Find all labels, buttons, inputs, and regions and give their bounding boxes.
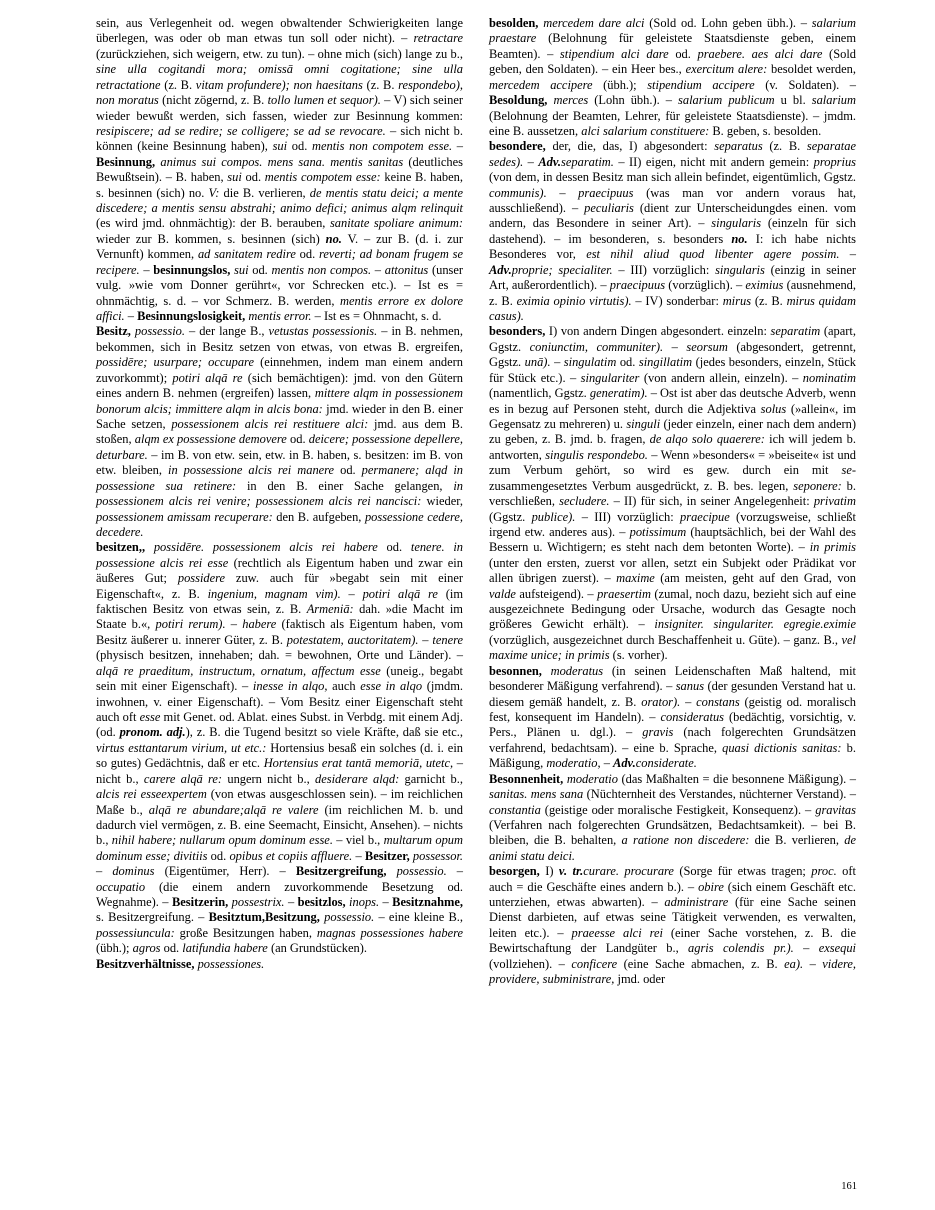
entry-besinnen-continued: sein, aus Verlegenheit od. wegen obwaltender Schwierigkeiten lange überlegen, was oder ob man etwas tun soll oder nicht). – retractare (zurückziehen, sich weigern, etw. zu tun). – ohne mich (sich) lange zu b., sine ulla cogitandi mora; omissā omni cogitatione; sine ulla retractatione (z. B. vitam profundere); non haesitans (z. B. respondebo), non moratus (nicht zögernd, z. B. tollo lumen et sequor). – V) sich seiner wieder bewußt werden, sich fassen, wieder zur Besinnung kommen: resipiscere; ad se redire; se colligere; se ad se revocare. – sich nicht b. können (keine Besinnung haben), sui od. mentis non compotem esse. – Besinnung, animus sui compos. mens sana. mentis sanitas (deutliches Bewußtsein). – B. haben, sui od. mentis compotem esse: keine B. haben, s. besinnen (sich) no. V: die B. verlieren, de mentis statu deici; a mente discedere; a mentis sensu abstrahi; animo defici; animus alqm relinquit (es wird jmd. ohnmächtig): der B. berauben, sanitate spoliare animum: wieder zur B. kommen, s. besinnen (sich) no. V. – zur B. (d. i. zur Vernunft) kommen, ad sanitatem redire od. reverti; ad bonam frugem se recipere. – besinnungslos, sui od. mentis non compos. – attonitus (unser vulg. »wie vom Donner gerührt«, vor Schrecken etc.). – Ist es = ohnmächtig, s. d. – vor Schmerz. B. werden, mentis errore ex dolore affici. – Besinnungslosigkeit, mentis error. – Ist es = Ohnmacht, s. d. xyxy=(96,16,464,324)
entry-besorgen: besorgen, I) v. tr.curare. procurare (Sorge für etwas tragen; proc. oft auch = die Geschäfte eines andern b.). – obire (sich einem Geschäft etc. unterziehen, etwas abwarten). – administrare (für eine Sache seinen Dienst darbieten, auf etwas seine Tätigkeit verwenden, es verwalten, leiten etc.). – praeesse alci rei (einer Sache vorstehen, z. B. die Bewirtschaftung der Landgüter b., agris colendis pr.). – exsequi (vollziehen). – conficere (eine Sache abmachen, z. B. ea). – videre, providere, subministrare, jmd. oder xyxy=(489,864,857,987)
page-columns xyxy=(96,16,856,1166)
right-column xyxy=(489,16,856,1166)
page-number: 161 xyxy=(841,1181,857,1192)
entry-besondere: besondere, der, die, das, I) abgesondert: separatus (z. B. separatae sedes). – Adv.separatim. – II) eigen, nicht mit andern gemein: proprius (von dem, in dessen Besitz man sich allein befindet, eigentümlich, Ggstz. communis). – praecipuus (was man vor andern voraus hat, ausschließend). – peculiaris (dient zur Unterscheidungdes einen. vom andern, das Besondere in seiner Art). – singularis (einzeln für sich dastehend). – im besonderen, s. besonders no. I: ich habe nichts Besonderes vor, est nihil aliud quod libenter agere possim. – Adv.proprie; specialiter. – III) vorzüglich: singularis (einzig in seiner Art, außerordentlich). – praecipuus (vorzüglich). – eximius (ausnehmend, z. B. eximia opinio virtutis). – IV) sonderbar: mirus (z. B. mirus quidam casus). xyxy=(489,139,857,324)
entry-besitzverhaeltnisse: Besitzverhältnisse, possessiones. xyxy=(96,956,265,971)
entry-besolden: besolden, mercedem dare alci (Sold od. Lohn geben übh.). – salarium praestare (Belohnung für geleistete Staatsdienste geben, einem Beamten). – stipendium alci dare od. praebere. aes alci dare (Sold geben, den Soldaten). – ein Heer bes., exercitum alere: besoldet werden, mercedem accipere (übh.); stipendium accipere (v. Soldaten). – Besoldung, merces (Lohn übh.). – salarium publicum u bl. salarium (Belohnung der Beamten, Lehrer, für geleistete Staatsdienste). – jmdm. eine B. aussetzen, alci salarium constituere: B. geben, s. besolden. xyxy=(489,16,857,138)
left-column xyxy=(96,16,463,1166)
entry-besonnenheit: Besonnenheit, moderatio (das Maßhalten = die besonnene Mäßigung). – sanitas. mens sana (Nüchternheit des Verstandes, nüchterner Verstand). – constantia (geistige oder moralische Festigkeit, Konsequenz). – gravitas (Verfahren nach folgerechten Grundsätzen, Bedachtsamkeit). – bei B. bleiben, die B. behalten, a ratione non discedere: die B. verlieren, de animi statu deici. xyxy=(489,771,856,863)
entry-besonders: besonders, I) von andern Dingen abgesondert. einzeln: separatim (apart, Ggstz. coniunctim, communiter). – seorsum (abgesondert, getrennt, Ggstz. unā). – singulatim od. singillatim (jedes besonders, einzeln, Stück für Stück etc.). – singulariter (von andern allein, einzeln). – nominatim (namentlich, Ggstz. generatim). – Ost ist aber das deutsche Adverb, wenn es in bezug auf Personen steht, durch die Adjektiva solus (»allein«, im Gegensatz zu mehreren) u. singuli (jeder einzeln, einer nach dem andern) zu geben, z. B. jmd. b. fragen, de alqo solo quaerere: ich will jedem b. antworten, singulis respondebo. – Wenn »besonders« = »beiseite« ist und zum Verbum gehört, so wird es gew. durch ein mit se- zusammengesetztes Verbum ausgedrückt, z. B. bes. legen, seponere: b. verschließen, secludere. – II) für sich, in seiner Angelegenheit: privatim (Ggstz. publice). – III) vorzüglich: praecipue (vorzugsweise, schließt irgend etw. anderes aus). – potissimum (hauptsächlich, bei der Wahl des Bessern u. Wichtigern; es steht nach dem betonten Worte). – in primis (unter den ersten, zuerst vor allen, setzt ein Subjekt oder Prädikat vor allen übrigen zuerst). – maxime (am meisten, geht auf den Grad, von valde aufsteigend). – praesertim (zumal, noch dazu, bezieht sich auf eine ausgezeichnete Bedingung oder Ursache, wodurch das Gesagte noch größeres Gewicht erhält). – insigniter. singulariter. egregie.eximie (vorzüglich, ausgezeichnet durch Beschaffenheit u. Güte). – ganz. B., vel maxime unice; in primis (s. vorher). xyxy=(489,324,857,663)
entry-besitzen: besitzen,, possidēre. possessionem alcis rei habere od. tenere. in possessione alcis rei esse (rechtlich als Eigentum haben und zwar ein äußeres Gut; possidere zuw. auch für »begabt sein mit einer Eigenschaft«, z. B. ingenium, magnam vim). – potiri alqā re (im faktischen Besitz von etwas sein, z. B. Armeniā: dah. »die Macht im Staate b.«, potiri rerum). – habere (faktisch als Eigentum haben, vom Besitz äußerer u. innerer Güter, z. B. potestatem, auctoritatem). – tenere (physisch besitzen, innehaben; dah. = bewohnen, Orte und Länder). – alqā re praeditum, instructum, ornatum, affectum esse (uneig., begabt sein mit einer Eigenschaft). – inesse in alqo, auch esse in alqo (jmdm. inwohnen, v. einer Eigenschaft). – Vom Besitz einer Eigenschaft steht auch oft esse mit Genet. od. Ablat. eines Subst. in Verbdg. mit einem Adj. (od. pronom. adj.), z. B. die Tugend besitzt so viele Kräfte, daß sie etc., virtus esttantarum virium, ut etc.: Hortensius besaß ein solches (d. i. ein so gutes) Gedächtnis, daß er etc. Hortensius erat tantā memoriā, utetc, – nicht b., carere alqā re: ungern nicht b., desiderare alqd: garnicht b., alcis rei esseexpertem (von etwas ausgeschlossen sein). – im reichlichen Maße b., alqā re abundare;alqā re valere (im reichlichen M. b. und dadurch viel vermögen, z. B. eine Seemacht, Einsicht, Ansehen). – nichts b., nihil habere; nullarum opum dominum esse. – viel b., multarum opum dominum esse; divitiis od. opibus et copiis affluere. – Besitzer, possessor. – dominus (Eigentümer, Herr). – Besitzergreifung, possessio. – occupatio (die einem andern zuvorkommende Besetzung od. Wegnahme). – Besitzerin, possestrix. – besitzlos, inops. – Besitznahme, s. Besitzergreifung. – Besitztum,Besitzung, possessio. – eine kleine B., possessiuncula: große Besitzungen haben, magnas possessiones habere (übh.); agros od. latifundia habere (an Grundstücken). xyxy=(96,540,464,956)
entry-besonnen: besonnen, moderatus (in seinen Leidenschaften Maß haltend, mit besonderer Mäßigung verfahrend). – sanus (der gesunden Verstand hat u. diesem gemäß handelt, z. B. orator). – constans (geistig od. moralisch fest, konsequent im Handeln). – consideratus (bedächtig, vorsichtig, v. Pers., Plänen u. dgl.). – gravis (nach folgerechten Grundsätzen verfahrend, bedachtsam). – eine b. Sprache, quasi dictionis sanitas: b. Mäßigung, moderatio, – Adv.considerate. xyxy=(489,663,857,771)
entry-besitz: Besitz, possessio. – der lange B., vetustas possessionis. – in B. nehmen, bekommen, sich in Besitz setzen von etwas, von etwas B. ergreifen, possidēre; usurpare; occupare (einnehmen, indem man einem andern zuvorkommt); potiri alqā re (sich bemächtigen): jmd. von den Gütern eines andern B. nehmen (ergreifen) lassen, mittere alqm in possessionem bonorum alcis; immittere alqm in alcis bona: jmd. wieder in den B. einer Sache setzen, possessionem alcis rei restituere alci: jmd. aus dem B. stoßen, alqm ex possessione demovere od. deicere; possessione depellere, deturbare. – im B. von etw. sein, etw. in B. haben, s. besitzen: im B. von etw. bleiben, in possessione alcis rei manere od. permanere; alqd in possessione sua retinere: in den B. einer Sache gelangen, in possessionem alcis rei venire; possessionem alcis rei nancisci: wieder, possessionem amissam recuperare: den B. aufgeben, possessione cedere, decedere. xyxy=(96,324,464,539)
